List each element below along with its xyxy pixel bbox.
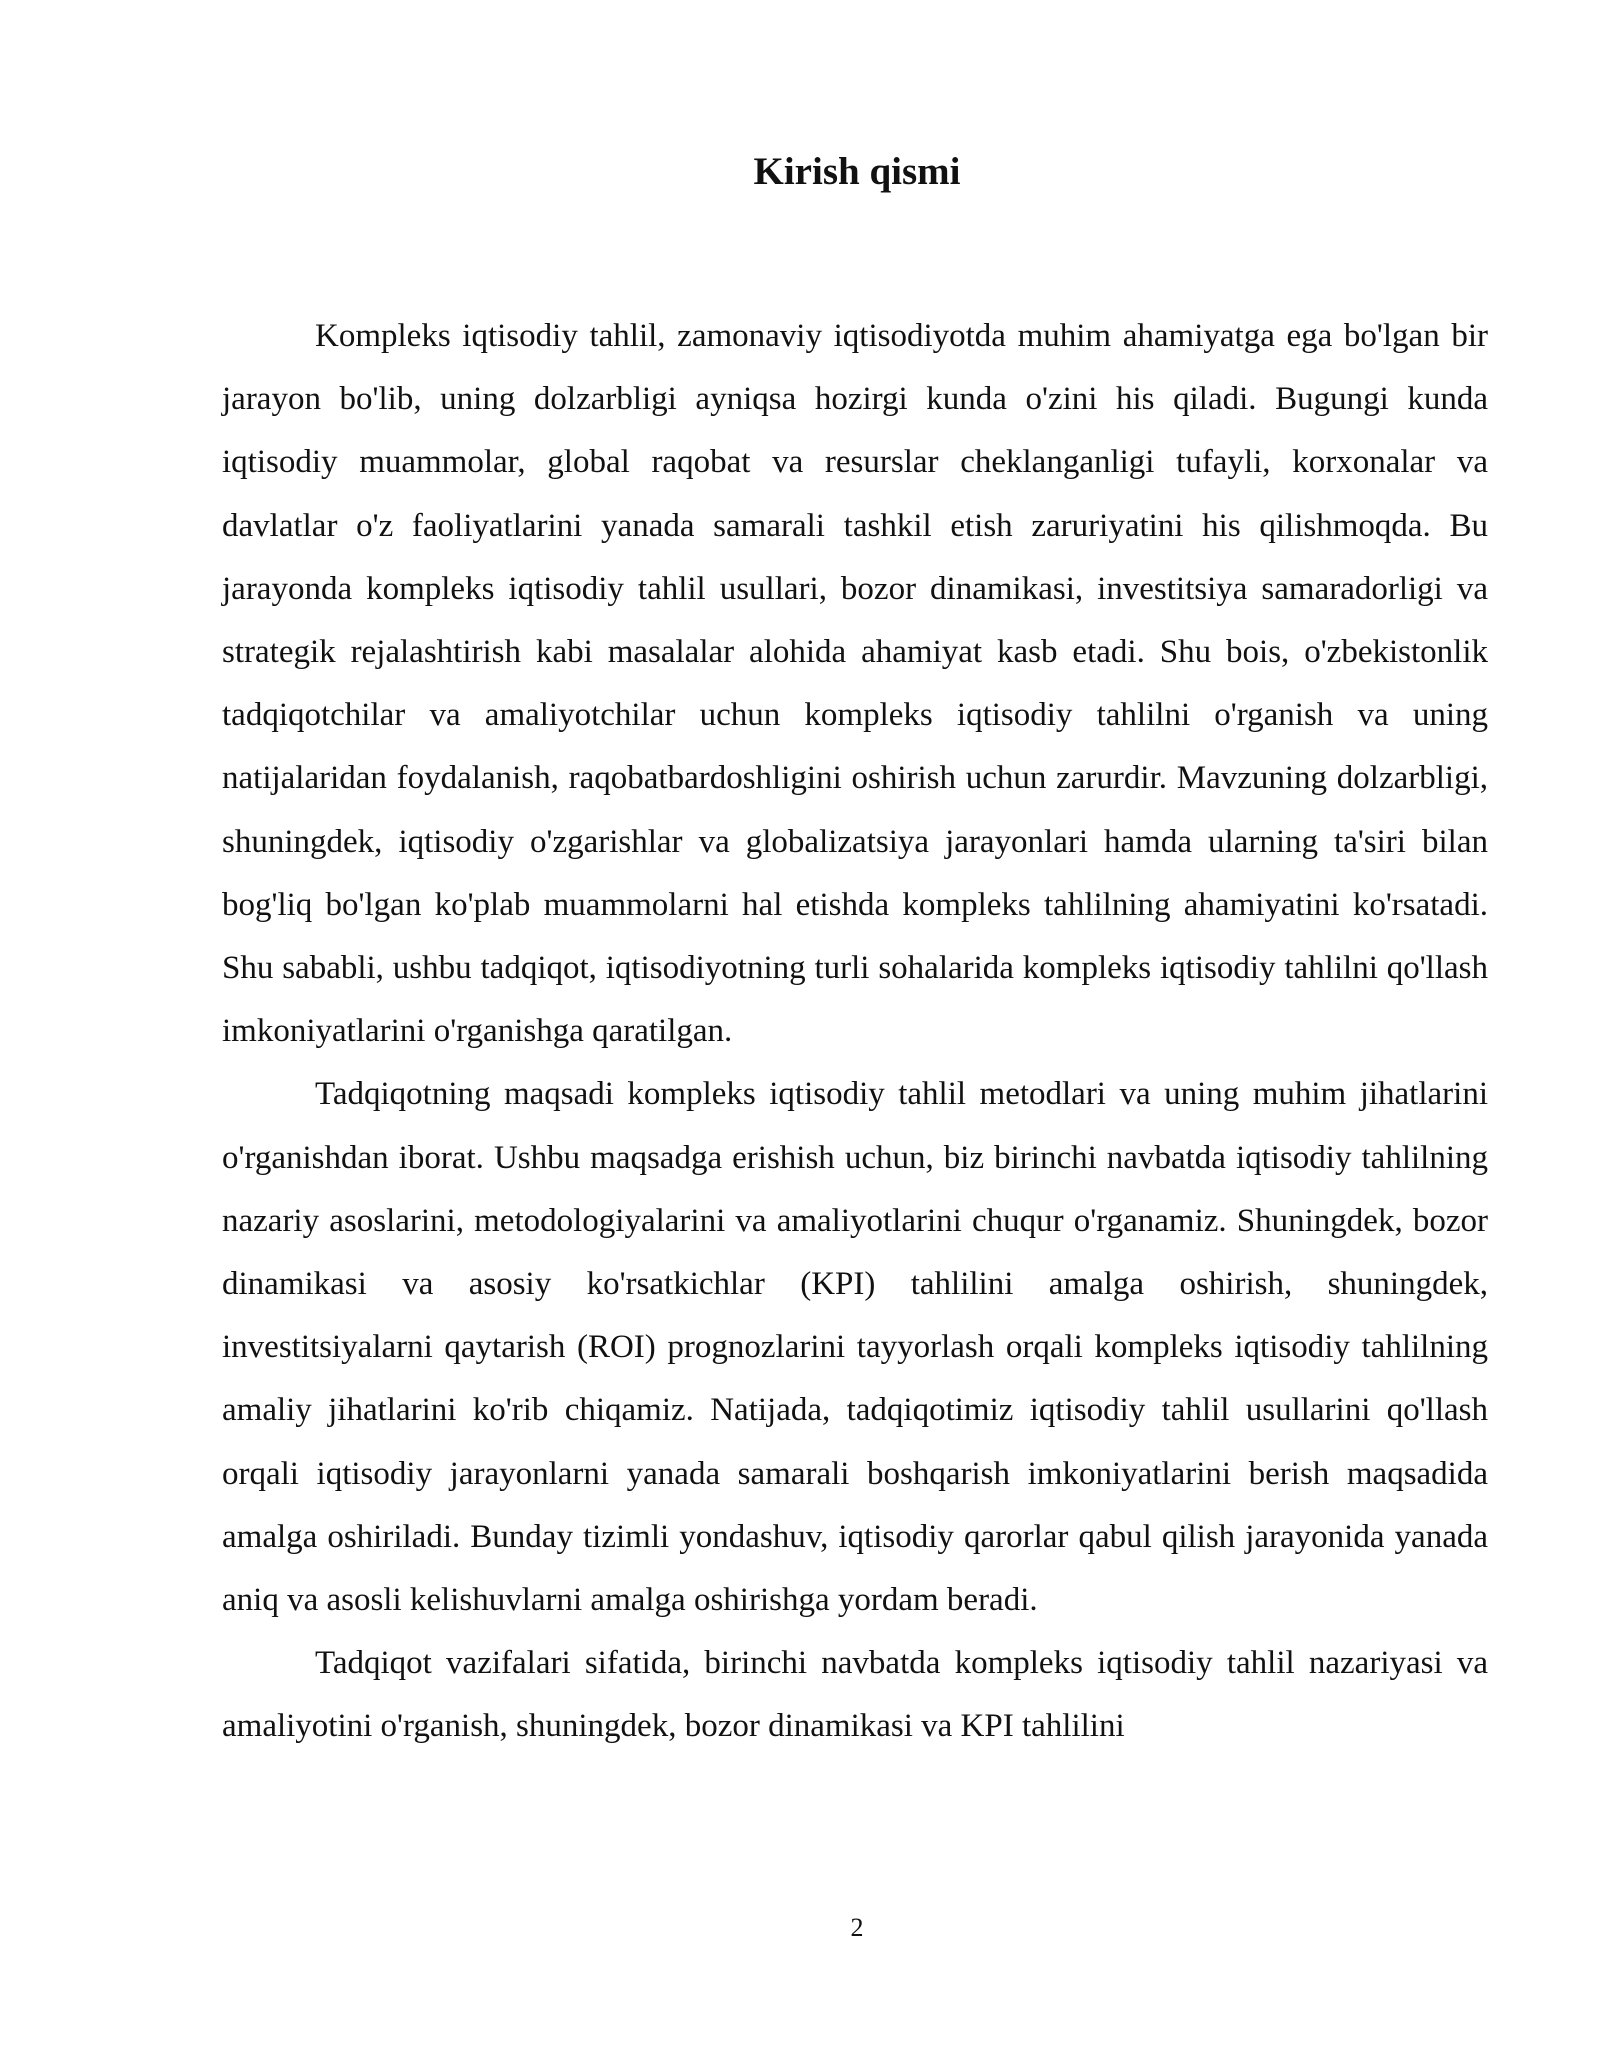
paragraph-relevance: Kompleks iqtisodiy tahlil, zamonaviy iqtisodiyotda muhim ahamiyatga ega bo'lgan bir jarayon bo'lib, uning dolzarbligi ayniqsa hozirgi kunda o'zini his qiladi. Bugungi kunda iqtisodiy muammolar, global raqobat va resurslar cheklanganligi tufayli, korxonalar va davlatlar o'z faoliyatlarini yanada samarali tashkil etish zaruriyatini his qilishmoqda. Bu jarayonda kompleks iqtisodiy tahlil usullari, bozor dinamikasi, investitsiya samaradorligi va strategik rejalashtirish kabi masalalar alohida ahamiyat kasb etadi. Shu bois, o'zbekistonlik tadqiqotchilar va amaliyotchilar uchun kompleks iqtisodiy tahlilni o'rganish va uning natijalaridan foydalanish, raqobatbardoshligini oshirish uchun zarurdir. Mavzuning dolzarbligi, shuningdek, iqtisodiy o'zgarishlar va globalizatsiya jarayonlari hamda ularning ta'siri bilan bog'liq bo'lgan ko'plab muammolarni hal etishda kompleks tahlilning ahamiyatini ko'rsatadi. Shu sababli, ushbu tadqiqot, iqtisodiyotning turli sohalarida kompleks iqtisodiy tahlilni qo'llash imkoniyatlarini o'rganishga qaratilgan. bbox=[222, 318, 1488, 1050]
paragraph-goal: Tadqiqotning maqsadi kompleks iqtisodiy tahlil metodlari va uning muhim jihatlarini o'rganishdan iborat. Ushbu maqsadga erishish uchun, biz birinchi navbatda iqtisodiy tahlilning nazariy asoslarini, metodologiyalarini va amaliyotlarini chuqur o'rganamiz. Shuningdek, bozor dinamikasi va asosiy ko'rsatkichlar (KPI) tahlilini amalga oshirish, shuningdek, investitsiyalarni qaytarish (ROI) prognozlarini tayyorlash orqali kompleks iqtisodiy tahlilning amaliy jihatlarini ko'rib chiqamiz. Natijada, tadqiqotimiz iqtisodiy tahlil usullarini qo'llash orqali iqtisodiy jarayonlarni yanada samarali boshqarish imkoniyatlarini berish maqsadida amalga oshiriladi. Bunday tizimli yondashuv, iqtisodiy qarorlar qabul qilish jarayonida yanada aniq va asosli kelishuvlarni amalga oshirishga yordam beradi. bbox=[222, 1076, 1488, 1619]
page-number: 2 bbox=[850, 1913, 864, 1942]
page-title: Kirish qismi bbox=[753, 150, 961, 193]
document-body bbox=[222, 305, 1488, 1759]
paragraph-tasks: Tadqiqot vazifalari sifatida, birinchi navbatda kompleks iqtisodiy tahlil nazariyasi va amaliyotini o'rganish, shuningdek, bozor dinamikasi va KPI tahlilini bbox=[222, 1645, 1488, 1745]
